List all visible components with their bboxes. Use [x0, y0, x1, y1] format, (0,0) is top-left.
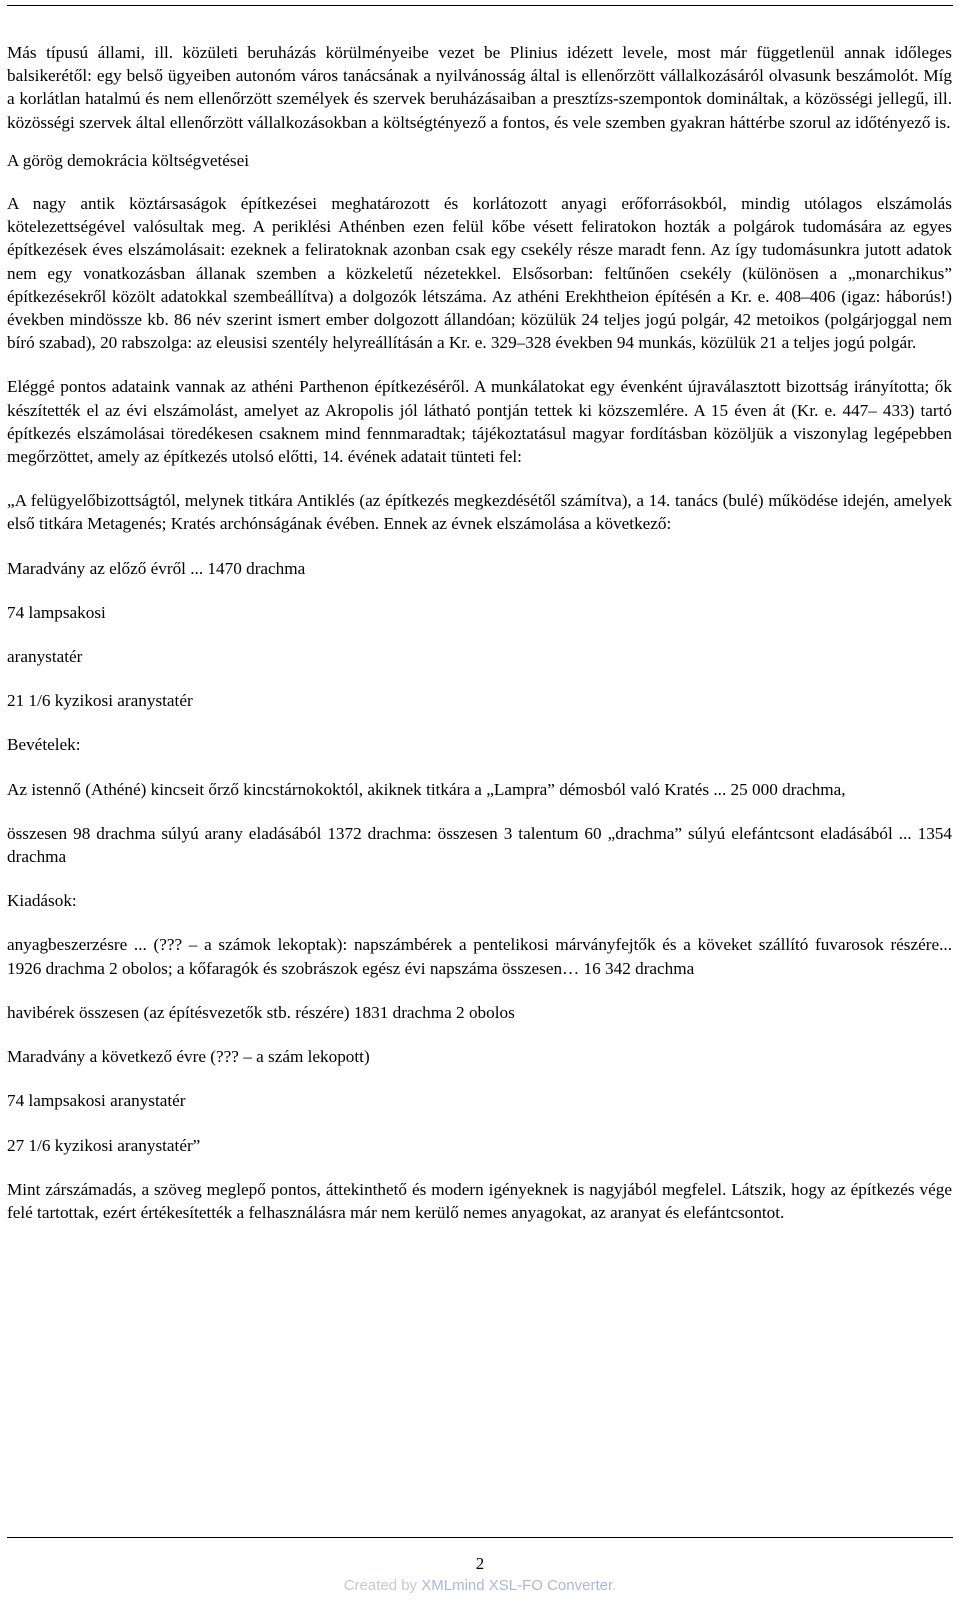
footer-created-by: Created by — [343, 1577, 422, 1594]
quote-paragraph: „A felügyelőbizottságtól, melynek titkára Antiklés (az építkezés megkezdésétől számítva), a 14. tanács (bulé) működése idején, amelyek első titkára Metagenés; Kratés archónságának évében. Ennek az évnek elszámolása a következő: — [7, 491, 952, 534]
ledger-line: 74 lampsakosi — [7, 602, 106, 622]
ledger-line: anyagbeszerzésre ... (??? – a számok lekoptak): napszámbérek a pentelikosi márványfejtők és a köveket szállító fuvarosok részére... 1926 drachma 2 obolos; a kőfaragók és szobrászok egész évi napszáma összesen… 16 342 drachma — [7, 935, 952, 978]
ledger-line: 21 1/6 kyzikosi aranystatér — [7, 691, 193, 711]
document-body — [7, 41, 952, 1245]
header-rule — [7, 5, 953, 6]
watermark-footer — [0, 1577, 960, 1595]
intro-paragraph: Más típusú állami, ill. közületi beruházás körülményeibe vezet be Plinius idézett levele, most már függetlenül annak időleges balsikerétől: egy belső ügyeiben autonóm város tanácsának a nyilvánosság által is ellenőrzött vállalkozásáról olvasunk beszámolót. Míg a korlátlan hatalmú és nem ellenőrzött személyek és szervek beruházásaiban a presztízs-szempontok domináltak, a közösségi jellegű, ill. közösségi szervek által ellenőrzött vállalkozásokban a költségtényező a fontos, és vele szemben gyakran háttérbe szorul az időtényező is. — [7, 43, 952, 132]
body-paragraph: Eléggé pontos adataink vannak az athéni Parthenon építkezéséről. A munkálatokat egy évenként újraválasztott bizottság irányította; ők készítették el az évi elszámolást, amelyet az Akropolis jól látható pontján tettek ki közszemlére. A 15 éven át (Kr. e. 447– 433) tartó építkezés elszámolásai töredékesen csaknem mind fennmaradtak; tájékoztatásul magyar fordításban közöljük a viszonylag legépebben megőrzöttet, amely az építkezés utolsó előtti, 14. évének adatait tünteti fel: — [7, 377, 952, 467]
footer-period: . — [612, 1577, 617, 1594]
body-paragraph: A nagy antik köztársaságok építkezései meghatározott és korlátozott anyagi erőforrásokból, mindig utólagos elszámolás kötelezettségével valósultak meg. A periklési Athénben ezen felül kőbe vésett feliratokon hozták a polgárok tudomására az egyes építkezések éves elszámolásait: ezeknek a feliratoknak azonban csak egy csekély része maradt fenn. Az így tudomásunkra jutott adatok nem egy vonatkozásban állanak szemben a közkeletű nézetekkel. Elsősorban: feltűnően csekély (különösen a „monarchikus” építkezésekről közölt adatokkal szembeállítva) a dolgozók létszáma. Az athéni Erekhtheion építésén a Kr. e. 408–406 (igaz: háborús!) években mindössze kb. 86 név szerint ismert ember dolgozott állandóan; közülük 24 teljes jogú polgár, 42 metoikos (polgárjoggal nem bíró szabad), 20 rabszolga: az eleusisi szentély helyreállításán a Kr. e. 329–328 években 94 munkás, közülük 21 a teljes jogú polgár. — [7, 194, 952, 353]
closing-paragraph: Mint zárszámadás, a szöveg meglepő pontos, áttekinthető és modern igényeknek is nagyjából megfelel. Látszik, hogy az építkezés vége felé tartottak, ezért értékesítették a felhasználásra már nem kerülő nemes anyagokat, az aranyat és elefántcsontot. — [7, 1179, 952, 1222]
ledger-line: Maradvány az előző évről ... 1470 drachma — [7, 558, 306, 578]
ledger-line: 74 lampsakosi aranystatér — [7, 1091, 186, 1111]
section-heading: A görög demokrácia költségvetései — [7, 150, 249, 170]
footer-product-link[interactable]: XMLmind XSL-FO Converter — [421, 1577, 613, 1594]
ledger-line: havibérek összesen (az építésvezetők stb. részére) 1831 drachma 2 obolos — [7, 1002, 515, 1022]
ledger-heading: Kiadások: — [7, 891, 77, 911]
ledger-line: aranystatér — [7, 647, 83, 667]
page-number: 2 — [475, 1554, 485, 1573]
ledger-heading: Bevételek: — [7, 735, 81, 755]
ledger-line: Maradvány a következő évre (??? – a szám lekopott) — [7, 1047, 370, 1067]
ledger-line: 27 1/6 kyzikosi aranystatér” — [7, 1135, 201, 1155]
ledger-line: Az istennő (Athéné) kincseit őrző kincstárnokoktól, akiknek titkára a „Lampra” démosból való Kratés ... 25 000 drachma, — [7, 779, 846, 799]
footer-rule — [7, 1537, 953, 1538]
ledger-line: összesen 98 drachma súlyú arany eladásából 1372 drachma: összesen 3 talentum 60 „drachma” súlyú elefántcsont eladásából ... 1354 drachma — [7, 823, 952, 867]
